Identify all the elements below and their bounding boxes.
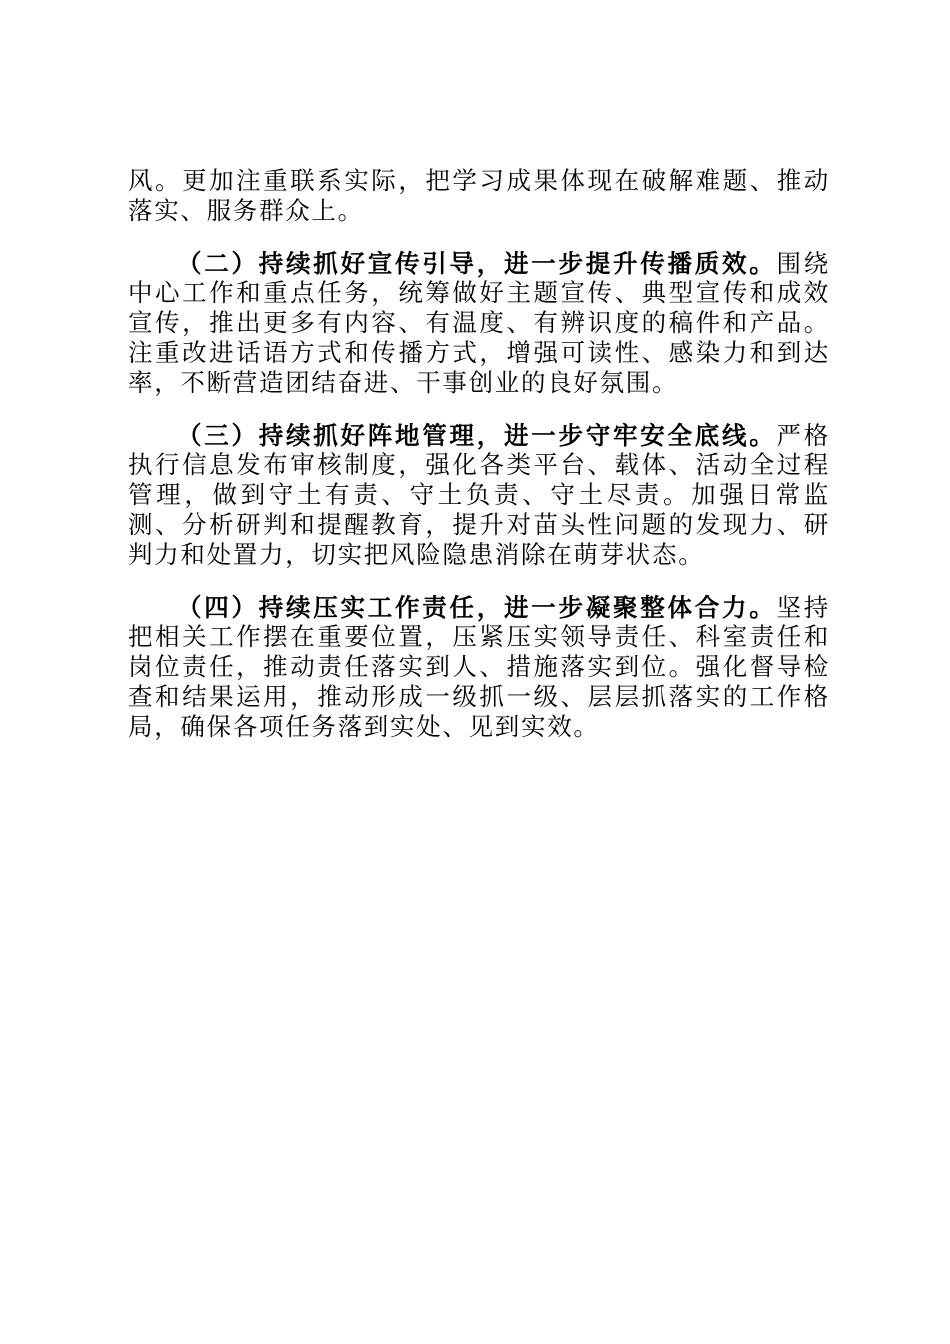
section-3-body: 严格执行信息发布审核制度，强化各类平台、载体、活动全过程管理，做到守土有责、守土负责、守土尽责。加强日常监测、分析研判和提醒教育，提升对苗头性问题的发现力、研判力和处置力，切实把风险隐患消除在萌芽状态。 [128,420,830,569]
paragraph-section-4 [128,593,830,742]
section-2-body: 围绕中心工作和重点任务，统筹做好主题宣传、典型宣传和成效宣传，推出更多有内容、有温度、有辨识度的稿件和产品。注重改进话语方式和传播方式，增强可读性、感染力和到达率，不断营造团结奋进、干事创业的良好氛围。 [128,248,830,397]
section-2-heading: （二）持续抓好宣传引导，进一步提升传播质效。 [177,248,777,278]
section-4-body: 坚持把相关工作摆在重要位置，压紧压实领导责任、科室责任和岗位责任，推动责任落实到人、措施落实到位。强化督导检查和结果运用，推动形成一级抓一级、层层抓落实的工作格局，确保各项任务落到实处、见到实效。 [128,592,830,741]
paragraph-intro-continuation: 风。更加注重联系实际，把学习成果体现在破解难题、推动落实、服务群众上。 [128,166,830,225]
document-body [128,166,830,742]
paragraph-section-3 [128,421,830,570]
paragraph-section-2 [128,249,830,398]
section-4-heading: （四）持续压实工作责任，进一步凝聚整体合力。 [177,592,777,622]
section-3-heading: （三）持续抓好阵地管理，进一步守牢安全底线。 [177,420,777,450]
